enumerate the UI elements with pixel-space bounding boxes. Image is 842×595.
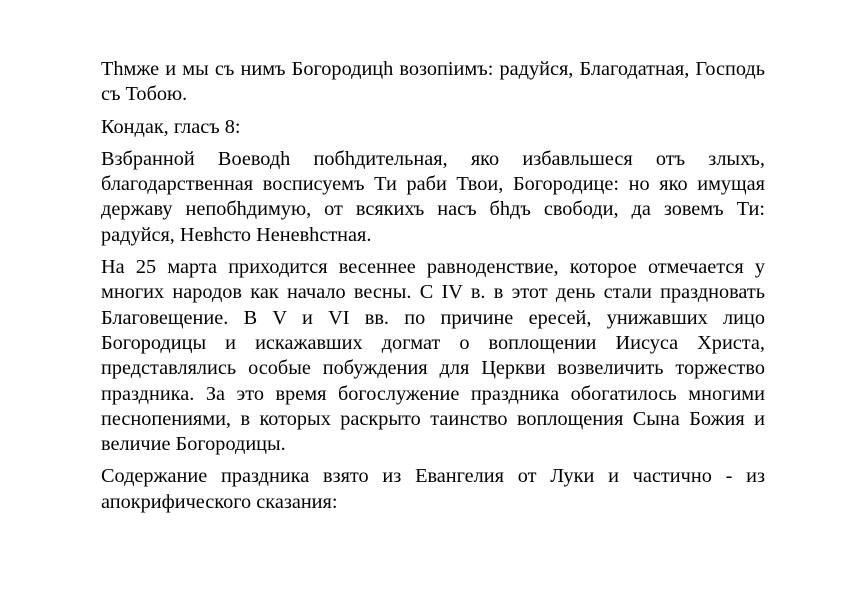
paragraph-kontakion-text: Взбранной Воеводh побhдительная, яко избавльшеся отъ злыхъ, благодарственная восписуемъ Ти раби Твои, Богородице: но яко имущая державу непобhдимую, от всякихъ насъ бhдъ свободи, да зовемъ Ти: радуйся, Невhсто Неневhстная. (101, 147, 765, 246)
paragraph-content-source: Содержание праздника взято из Евангелия от Луки и частично - из апокрифического сказания: (101, 465, 765, 513)
paragraph-hymn-verse: Тhмже и мы съ нимъ Богородицh возопiимъ: радуйся, Благодатная, Господь съ Тобою. (101, 58, 765, 106)
paragraph-history: На 25 марта приходится весеннее равноденствие, которое отмечается у многих народов как начало весны. С IV в. в этот день стали праздновать Благовещение. В V и VI вв. по причине ересей, унижавших лицо Богородицы и искажавших догмат о воплощении Иисуса Христа, представлялись особые побуждения для Церкви возвеличить торжество праздника. За это время богослужение праздника обогатилось многими песнопениями, в которых раскрыто таинство воплощения Сына Божия и величие Богородицы. (101, 256, 765, 456)
document-text (101, 57, 765, 522)
paragraph-kontakion-heading: Кондак, гласъ 8: (101, 115, 241, 138)
